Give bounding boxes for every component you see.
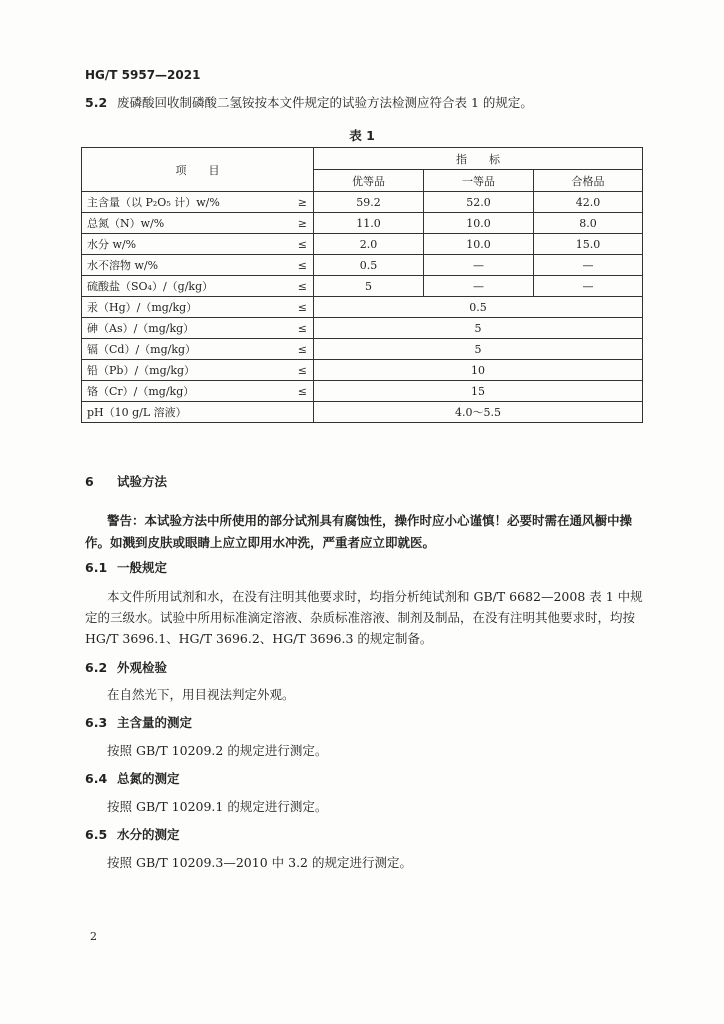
row-symbol: ≤: [289, 381, 314, 402]
subsection-title: 一般规定: [117, 560, 168, 575]
header-grade-premium: 优等品: [314, 170, 424, 192]
table-row: [82, 339, 643, 360]
subsection-title: 水分的测定: [117, 827, 180, 842]
row-symbol: [289, 402, 314, 423]
row-symbol: ≤: [289, 360, 314, 381]
clause-text: 废磷酸回收制磷酸二氢铵按本文件规定的试验方法检测应符合表 1 的规定。: [117, 95, 533, 110]
row-value: 10.0: [424, 213, 534, 234]
table-row: [82, 318, 643, 339]
row-value: —: [424, 276, 534, 297]
table-row: [82, 381, 643, 402]
row-merged-value: 15: [314, 381, 643, 402]
subsection-number: 6.3: [85, 715, 108, 730]
row-value: 42.0: [534, 192, 643, 213]
row-symbol: ≤: [289, 318, 314, 339]
row-item: pH（10 g/L 溶液）: [82, 402, 289, 423]
subsection-number: 6.5: [85, 827, 108, 842]
subsection-6-2-text: 在自然光下，用目视法判定外观。: [107, 687, 295, 702]
table-row: [82, 297, 643, 318]
row-symbol: ≤: [289, 234, 314, 255]
row-value: 15.0: [534, 234, 643, 255]
header-item: 项 目: [82, 148, 314, 192]
table-row: [82, 192, 643, 213]
table-header-row: [82, 148, 643, 170]
header-indicator: 指 标: [314, 148, 643, 170]
row-merged-value: 5: [314, 339, 643, 360]
subsection-number: 6.2: [85, 660, 108, 675]
table-row: [82, 360, 643, 381]
table-row: [82, 213, 643, 234]
row-symbol: ≤: [289, 276, 314, 297]
table-row: [82, 234, 643, 255]
row-value: —: [534, 255, 643, 276]
table-row: [82, 276, 643, 297]
row-item: 铅（Pb）/（mg/kg）: [82, 360, 289, 381]
row-merged-value: 4.0～5.5: [314, 402, 643, 423]
table-row: [82, 402, 643, 423]
row-item: 镉（Cd）/（mg/kg）: [82, 339, 289, 360]
row-value: 0.5: [314, 255, 424, 276]
row-merged-value: 0.5: [314, 297, 643, 318]
row-item: 水不溶物 w/%: [82, 255, 289, 276]
row-merged-value: 5: [314, 318, 643, 339]
subsection-6-4-heading: [85, 769, 180, 789]
row-symbol: ≤: [289, 255, 314, 276]
warning-paragraph: 警告：本试验方法中所使用的部分试剂具有腐蚀性，操作时应小心谨慎！必要时需在通风橱中操作。如溅到皮肤或眼睛上应立即用水冲洗，严重者应立即就医。: [85, 513, 633, 550]
row-item: 砷（As）/（mg/kg）: [82, 318, 289, 339]
section-6-heading: [85, 472, 167, 492]
subsection-6-2-heading: [85, 658, 167, 678]
row-value: 2.0: [314, 234, 424, 255]
subsection-6-5-text: 按照 GB/T 10209.3—2010 中 3.2 的规定进行测定。: [107, 855, 412, 870]
subsection-6-3-heading: [85, 713, 192, 733]
row-value: —: [534, 276, 643, 297]
row-item: 硫酸盐（SO₄）/（g/kg）: [82, 276, 289, 297]
row-item: 主含量（以 P₂O₅ 计）w/%: [82, 192, 289, 213]
section-title: 试验方法: [117, 474, 168, 489]
clause-number: 5.2: [85, 95, 108, 110]
row-merged-value: 10: [314, 360, 643, 381]
row-value: 5: [314, 276, 424, 297]
row-item: 水分 w/%: [82, 234, 289, 255]
row-value: —: [424, 255, 534, 276]
row-item: 铬（Cr）/（mg/kg）: [82, 381, 289, 402]
table-title: 表 1: [349, 128, 375, 143]
subsection-6-1-heading: [85, 558, 167, 578]
page-number: 2: [90, 930, 97, 943]
row-value: 11.0: [314, 213, 424, 234]
subsection-title: 总氮的测定: [117, 771, 180, 786]
subsection-title: 主含量的测定: [117, 715, 193, 730]
header-grade-first: 一等品: [424, 170, 534, 192]
subsection-6-3-text: 按照 GB/T 10209.2 的规定进行测定。: [107, 743, 328, 758]
row-value: 8.0: [534, 213, 643, 234]
subsection-number: 6.4: [85, 771, 108, 786]
header-grade-qualified: 合格品: [534, 170, 643, 192]
row-item: 总氮（N）w/%: [82, 213, 289, 234]
row-value: 10.0: [424, 234, 534, 255]
subsection-6-1-text: 本文件所用试剂和水，在没有注明其他要求时，均指分析纯试剂和 GB/T 6682—2008 表 1 中规定的三级水。试验中所用标准滴定溶液、杂质标准溶液、制剂及制品，在没有注明其他要求时，均按 HG/T 3696.1、HG/T 3696.2、HG/T 3696.3 的规定制备。: [85, 589, 643, 646]
subsection-title: 外观检验: [117, 660, 168, 675]
row-item: 汞（Hg）/（mg/kg）: [82, 297, 289, 318]
row-symbol: ≥: [289, 192, 314, 213]
row-value: 59.2: [314, 192, 424, 213]
standard-code-header: HG/T 5957—2021: [85, 68, 201, 82]
subsection-number: 6.1: [85, 560, 108, 575]
clause-5-2: [85, 93, 645, 113]
subsection-6-5-heading: [85, 825, 180, 845]
subsection-6-4-text: 按照 GB/T 10209.1 的规定进行测定。: [107, 799, 328, 814]
row-symbol: ≥: [289, 213, 314, 234]
section-number: 6: [85, 474, 94, 489]
table-row: [82, 255, 643, 276]
row-symbol: ≤: [289, 339, 314, 360]
row-symbol: ≤: [289, 297, 314, 318]
row-value: 52.0: [424, 192, 534, 213]
spec-table: [81, 147, 643, 423]
